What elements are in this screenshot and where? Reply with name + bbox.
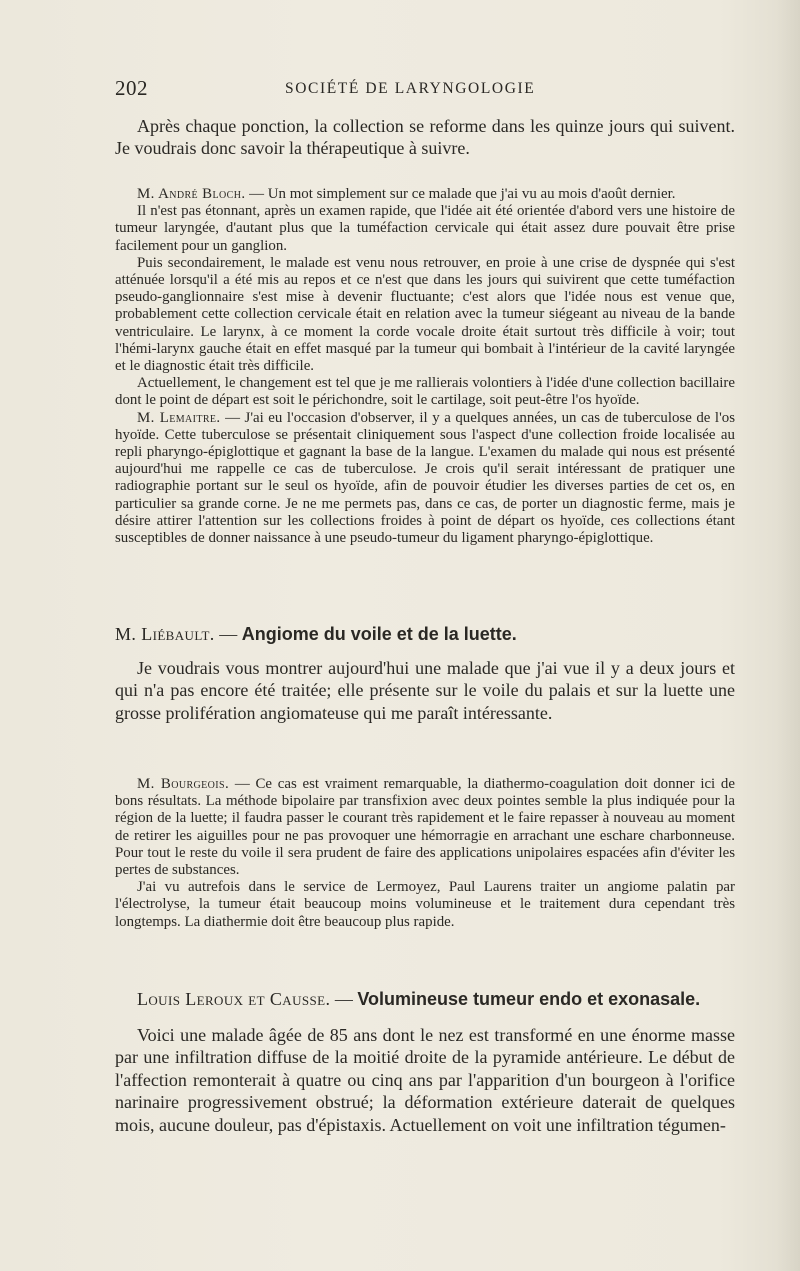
bourgeois-paragraph-2: J'ai vu autrefois dans le service de Lermoyez, Paul Laurens traiter un angiome palatin par l'électrolyse, la tumeur était beaucoup moins volumineuse et le traitement dura cependant très longtemps. La diathermie doit être beaucoup plus rapide. [115,879,735,930]
lieb-body [115,657,735,724]
bloch-first-text: — Un mot simplement sur ce malade que j'ai vu au mois d'août dernier. [245,186,676,202]
section-lieb [115,623,735,724]
lieb-author: M. Liébault. [115,624,215,644]
lemaitre-paragraph [115,410,735,548]
bloch-paragraph-3: Actuellement, le changement est tel que je me rallierais volontiers à l'idée d'une collection bacillaire dont le point de départ est soit le périchondre, soit le cartilage, soit peut-être l'os hyoïde. [115,375,735,409]
section-leroux [115,988,735,1136]
page-number: 202 [115,76,148,100]
speaker-bloch: M. André Bloch. [137,186,246,202]
lieb-paragraph: Je voudrais vous montrer aujourd'hui une malade que j'ai vue il y a deux jours et qui n'a pas encore été traitée; elle présente sur le voile du palais et sur la luette une grosse prolifération angiomateuse qui me paraît intéressante. [115,658,735,723]
leroux-paragraph: Voici une malade âgée de 85 ans dont le nez est transformé en une énorme masse par une infiltration diffuse de la moitié droite de la pyramide antérieure. Le début de l'affection remonterait à quatre ou cinq ans par l'apparition d'un bourgeon à l'orifice narinaire progressivement obstrué; la déformation extérieure daterait de quelques mois, aucune douleur, pas d'épistaxis. Actuellement on voit une infiltration tégumen- [115,1025,735,1135]
lieb-heading [115,623,735,645]
intro-paragraph: Après chaque ponction, la collection se reforme dans les quinze jours qui suivent. Je voudrais donc savoir la thérapeutique à suivre. [115,116,735,159]
discussion-bourgeois [115,776,735,931]
lieb-title: Angiome du voile et de la luette. [241,624,517,644]
leroux-author: Louis Leroux et Causse. [137,989,331,1009]
lemaitre-text: — J'ai eu l'occasion d'observer, il y a quelques années, un cas de tuberculose de l'os hyoïde. Cette tuberculose se présentait cliniquement sous l'aspect d'une collection froide localisée au repli pharyngo-épiglottique et gagnant la base de la langue. L'examen du malade qui nous est présenté aujourd'hui me rappelle ce cas de tuberculose. Je crois qu'il serait intéressant de pratiquer une radiographie portant sur le seul os hyoïde, afin de pouvoir étudier les diverses parties de cet os, en particulier sa grande corne. Je ne me permets pas, dans ce cas, de porter un diagnostic ferme, mais je désire attirer l'attention sur les collections froides à point de départ os hyoïde, ces collections étant susceptibles de donner naissance à une pseudo-tumeur du ligament pharyngo-épiglottique. [115,409,735,547]
intro-section [115,115,735,160]
lieb-dash: — [214,624,242,644]
bloch-paragraph-2: Puis secondairement, le malade est venu nous retrouver, en proie à une crise de dyspnée qui s'est atténuée lorsqu'il a été mis au repos et ce n'est que dans les jours qui suivirent que cette tuméfaction pseudo-ganglionnaire s'est mise à devenir fluctuante; c'est alors que l'idée nous est venue que, probablement cette collection cervicale était en relation avec la tumeur siégeant au niveau de la bande ventriculaire. Le larynx, à ce moment la corde vocale droite était surtout très difficile à voir; tout l'hémi-larynx gauche était en effet masqué par la tumeur qui bombait à l'intérieur de la cavité laryngée et le diagnostic était très difficile. [115,254,735,375]
bloch-paragraph-1: Il n'est pas étonnant, après un examen rapide, que l'idée ait été orientée d'abord vers une histoire de tumeur laryngée, d'autant plus que la tuméfaction cervicale qui était assez dure pouvait être prise facilement pour un ganglion. [115,203,735,254]
bloch-first-paragraph [115,186,735,203]
running-head: SOCIÉTÉ DE LARYNGOLOGIE [285,80,536,97]
leroux-dash: — [330,989,358,1009]
leroux-heading [115,988,735,1010]
bourgeois-paragraph [115,776,735,879]
speaker-bourgeois: M. Bourgeois. [137,776,230,792]
discussion-bloch [115,186,735,547]
speaker-lemaitre: M. Lemaitre. [137,409,221,426]
leroux-body [115,1024,735,1136]
leroux-title: Volumineuse tumeur endo et exonasale. [357,989,701,1009]
page-header [115,76,730,100]
bourgeois-text: — Ce cas est vraiment remarquable, la diathermo-coagulation doit donner ici de bons résultats. La méthode bipolaire par transfixion avec deux pointes semble la plus indiquée pour la région de la luette; il faudra passer le courant très rapidement et le faire repasser à nouveau au moment de retirer les aiguilles pour ne pas provoquer une hémorragie en arrachant une eschare charbonneuse. Pour tout le reste du voile il sera prudent de faire des applications unipolaires espacées afin d'éviter les pertes de substances. [115,776,735,879]
